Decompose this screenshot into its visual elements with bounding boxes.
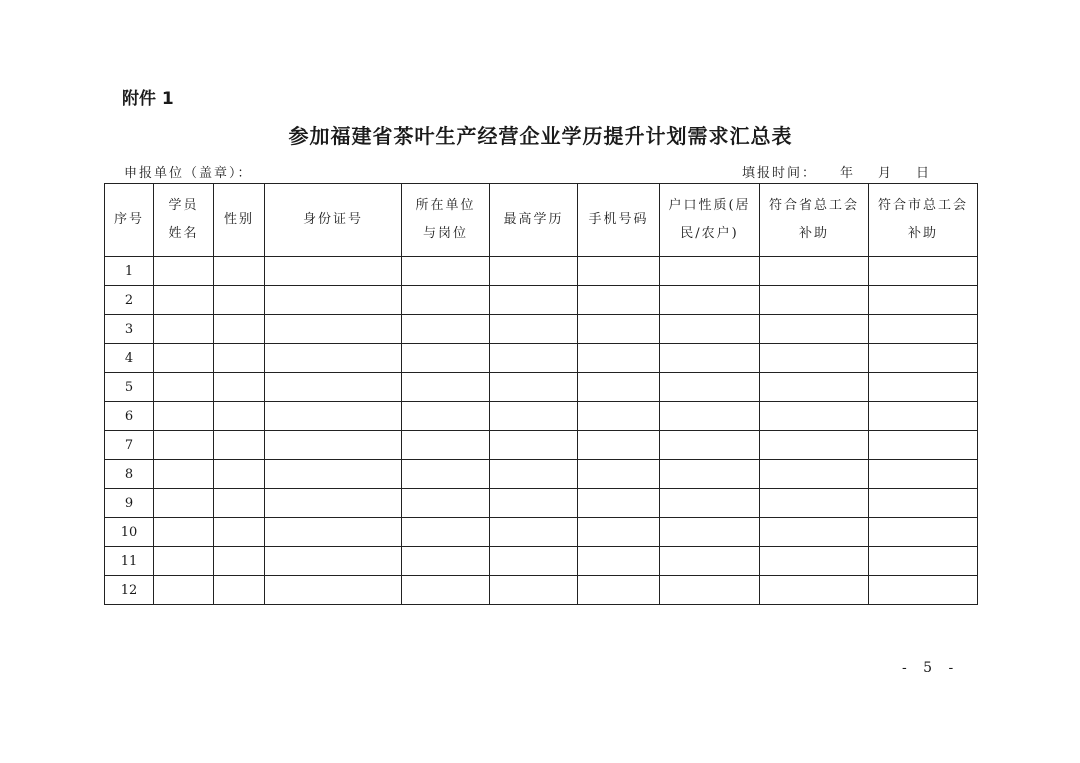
table-cell[interactable] — [490, 547, 578, 576]
table-cell[interactable] — [869, 257, 978, 286]
table-cell[interactable] — [265, 547, 402, 576]
table-cell[interactable] — [214, 518, 265, 547]
table-cell[interactable] — [265, 460, 402, 489]
table-cell[interactable] — [265, 576, 402, 605]
row-serial-number: 2 — [105, 286, 154, 315]
table-cell[interactable] — [760, 344, 869, 373]
table-cell[interactable] — [760, 460, 869, 489]
table-cell[interactable] — [154, 344, 214, 373]
table-row — [105, 286, 978, 315]
table-cell[interactable] — [154, 315, 214, 344]
fill-date-month: 月 — [878, 166, 894, 181]
table-cell[interactable] — [490, 286, 578, 315]
table-cell[interactable] — [265, 431, 402, 460]
fill-date-day: 日 — [916, 166, 932, 181]
table-cell[interactable] — [578, 431, 660, 460]
header-highest-education: 最高学历 — [490, 184, 578, 257]
table-cell[interactable] — [154, 518, 214, 547]
table-cell[interactable] — [660, 431, 760, 460]
row-serial-number: 1 — [105, 257, 154, 286]
table-cell[interactable] — [660, 518, 760, 547]
table-row — [105, 373, 978, 402]
table-cell[interactable] — [490, 344, 578, 373]
table-cell[interactable] — [760, 257, 869, 286]
table-cell[interactable] — [578, 257, 660, 286]
table-cell[interactable] — [660, 373, 760, 402]
row-serial-number: 4 — [105, 344, 154, 373]
row-serial-number: 11 — [105, 547, 154, 576]
table-cell[interactable] — [760, 489, 869, 518]
table-cell[interactable] — [490, 518, 578, 547]
header-household-type: 户口性质(居民/农户) — [660, 184, 760, 257]
table-cell[interactable] — [154, 576, 214, 605]
table-cell[interactable] — [214, 460, 265, 489]
table-cell[interactable] — [760, 547, 869, 576]
header-id-number: 身份证号 — [265, 184, 402, 257]
table-cell[interactable] — [869, 547, 978, 576]
table-row — [105, 489, 978, 518]
table-row — [105, 315, 978, 344]
table-cell[interactable] — [214, 257, 265, 286]
table-cell[interactable] — [402, 257, 490, 286]
table-cell[interactable] — [490, 576, 578, 605]
table-cell[interactable] — [265, 315, 402, 344]
table-cell[interactable] — [265, 402, 402, 431]
table-cell[interactable] — [154, 402, 214, 431]
table-cell[interactable] — [402, 373, 490, 402]
table-cell[interactable] — [265, 489, 402, 518]
table-cell[interactable] — [154, 489, 214, 518]
table-cell[interactable] — [154, 257, 214, 286]
table-cell[interactable] — [402, 547, 490, 576]
table-row — [105, 257, 978, 286]
table-cell[interactable] — [869, 315, 978, 344]
table-cell[interactable] — [214, 286, 265, 315]
fill-date — [742, 162, 931, 181]
table-cell[interactable] — [402, 431, 490, 460]
table-cell[interactable] — [154, 286, 214, 315]
table-row — [105, 431, 978, 460]
table-cell[interactable] — [490, 431, 578, 460]
table-cell[interactable] — [578, 518, 660, 547]
row-serial-number: 10 — [105, 518, 154, 547]
table-cell[interactable] — [660, 315, 760, 344]
table-cell[interactable] — [214, 576, 265, 605]
table-cell[interactable] — [214, 547, 265, 576]
table-cell[interactable] — [490, 315, 578, 344]
table-cell[interactable] — [869, 373, 978, 402]
table-cell[interactable] — [490, 460, 578, 489]
header-municipal-union-subsidy: 符合市总工会补助 — [869, 184, 978, 257]
table-cell[interactable] — [660, 547, 760, 576]
table-cell[interactable] — [760, 431, 869, 460]
table-cell[interactable] — [214, 344, 265, 373]
table-cell[interactable] — [760, 402, 869, 431]
table-cell[interactable] — [660, 489, 760, 518]
table-cell[interactable] — [660, 344, 760, 373]
table-cell[interactable] — [578, 489, 660, 518]
header-student-name: 学员姓名 — [154, 184, 214, 257]
table-cell[interactable] — [869, 460, 978, 489]
table-cell[interactable] — [265, 518, 402, 547]
table-row — [105, 344, 978, 373]
table-cell[interactable] — [402, 518, 490, 547]
table-cell[interactable] — [265, 257, 402, 286]
table-cell[interactable] — [660, 257, 760, 286]
table-cell[interactable] — [660, 460, 760, 489]
header-provincial-union-subsidy: 符合省总工会补助 — [760, 184, 869, 257]
table-cell[interactable] — [760, 576, 869, 605]
table-cell[interactable] — [660, 576, 760, 605]
table-cell[interactable] — [578, 286, 660, 315]
row-serial-number: 6 — [105, 402, 154, 431]
row-serial-number: 5 — [105, 373, 154, 402]
table-cell[interactable] — [402, 489, 490, 518]
table-cell[interactable] — [869, 489, 978, 518]
row-serial-number: 3 — [105, 315, 154, 344]
table-cell[interactable] — [490, 257, 578, 286]
reporting-unit-label: 申报单位（盖章）： — [124, 166, 253, 181]
table-cell[interactable] — [578, 460, 660, 489]
table-cell[interactable] — [578, 576, 660, 605]
header-phone-number: 手机号码 — [578, 184, 660, 257]
page-number: - 5 - — [902, 660, 960, 676]
table-cell[interactable] — [578, 547, 660, 576]
table-cell[interactable] — [154, 431, 214, 460]
fill-date-year: 年 — [840, 166, 856, 181]
table-cell[interactable] — [265, 344, 402, 373]
table-cell[interactable] — [490, 489, 578, 518]
table-cell[interactable] — [265, 373, 402, 402]
table-cell[interactable] — [154, 460, 214, 489]
table-cell[interactable] — [578, 373, 660, 402]
header-gender: 性别 — [214, 184, 265, 257]
table-cell[interactable] — [214, 402, 265, 431]
table-row — [105, 402, 978, 431]
table-cell[interactable] — [869, 402, 978, 431]
table-cell[interactable] — [660, 286, 760, 315]
row-serial-number: 8 — [105, 460, 154, 489]
table-cell[interactable] — [154, 373, 214, 402]
table-cell[interactable] — [402, 315, 490, 344]
table-cell[interactable] — [402, 576, 490, 605]
table-cell[interactable] — [402, 402, 490, 431]
table-cell[interactable] — [760, 373, 869, 402]
table-cell[interactable] — [402, 286, 490, 315]
fill-date-label: 填报时间： — [742, 166, 818, 181]
table-cell[interactable] — [490, 373, 578, 402]
summary-table — [104, 183, 978, 605]
table-row — [105, 547, 978, 576]
header-work-unit-position: 所在单位与岗位 — [402, 184, 490, 257]
table-cell[interactable] — [869, 286, 978, 315]
table-cell[interactable] — [214, 489, 265, 518]
table-cell[interactable] — [760, 315, 869, 344]
table-cell[interactable] — [660, 402, 760, 431]
table-cell[interactable] — [402, 460, 490, 489]
table-cell[interactable] — [760, 286, 869, 315]
row-serial-number: 9 — [105, 489, 154, 518]
table-cell[interactable] — [578, 344, 660, 373]
table-cell[interactable] — [578, 315, 660, 344]
row-serial-number: 12 — [105, 576, 154, 605]
table-cell[interactable] — [869, 431, 978, 460]
table-cell[interactable] — [214, 373, 265, 402]
table-cell[interactable] — [869, 576, 978, 605]
table-cell[interactable] — [760, 518, 869, 547]
table-cell[interactable] — [265, 286, 402, 315]
attachment-label: 附件 1 — [122, 89, 174, 109]
table-row — [105, 576, 978, 605]
table-cell[interactable] — [214, 315, 265, 344]
table-cell[interactable] — [154, 547, 214, 576]
table-cell[interactable] — [869, 518, 978, 547]
table-cell[interactable] — [490, 402, 578, 431]
header-serial-number: 序号 — [105, 184, 154, 257]
table-cell[interactable] — [214, 431, 265, 460]
row-serial-number: 7 — [105, 431, 154, 460]
table-row — [105, 460, 978, 489]
table-header-row — [105, 184, 978, 257]
table-cell[interactable] — [402, 344, 490, 373]
table-cell[interactable] — [869, 344, 978, 373]
document-title: 参加福建省茶叶生产经营企业学历提升计划需求汇总表 — [288, 124, 793, 148]
table-cell[interactable] — [578, 402, 660, 431]
table-row — [105, 518, 978, 547]
